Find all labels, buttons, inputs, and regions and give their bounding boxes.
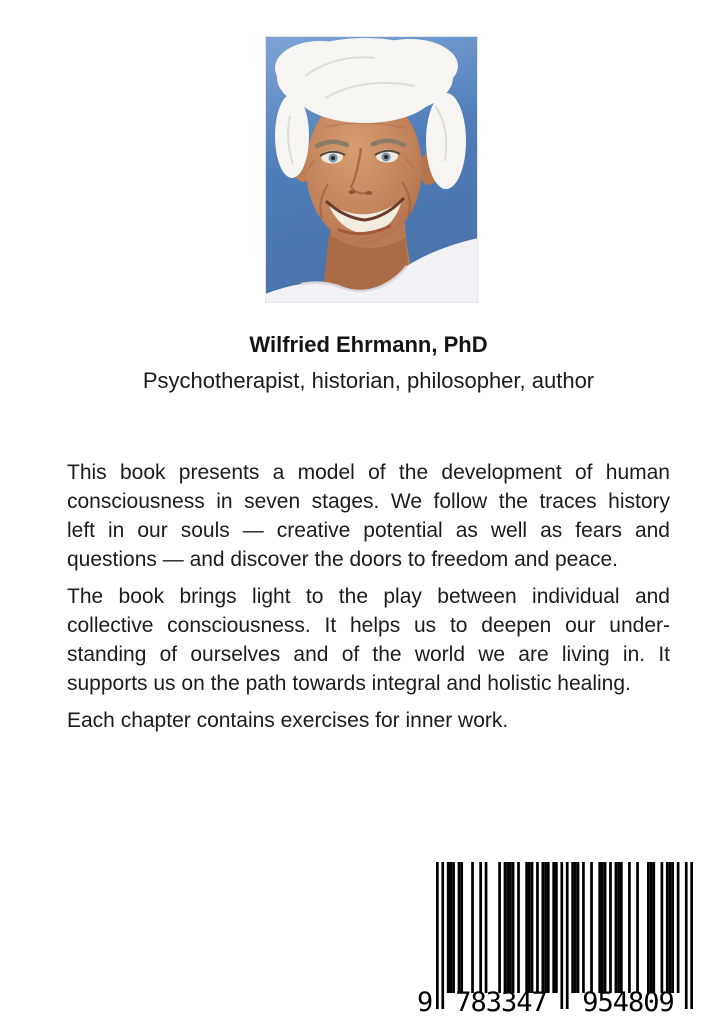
body-line: Each chapter contains exercises for inner work. <box>67 709 509 732</box>
author-photo <box>265 36 478 303</box>
barcode-first-digit: 9 <box>417 987 433 1018</box>
barcode-left-digits: 783347 <box>455 987 547 1018</box>
author-block <box>67 331 670 395</box>
barcode-right-digits: 954809 <box>582 987 674 1018</box>
body-line: The book brings light to the play between individual and <box>67 585 670 608</box>
body-paragraph <box>67 458 670 574</box>
body-line: standing of ourselves and of the world we are living in. It <box>67 643 670 666</box>
author-subtitle: Psychotherapist, historian, philosopher, author <box>142 368 595 393</box>
author-name: Wilfried Ehrmann, PhD <box>249 332 488 357</box>
body-paragraph <box>67 582 670 698</box>
body-line: This book presents a model of the development of human <box>67 461 670 484</box>
body-line: questions — and discover the doors to freedom and peace. <box>67 548 619 571</box>
body-text <box>67 458 670 743</box>
body-line: supports us on the path towards integral and holistic healing. <box>67 672 631 695</box>
barcode <box>417 862 693 1018</box>
body-line: left in our souls — creative potential as well as fears and <box>67 519 670 542</box>
body-line: consciousness in seven stages. We follow the traces history <box>67 490 670 513</box>
body-line: collective consciousness. It helps us to deepen our under- <box>67 614 670 637</box>
body-paragraph <box>67 706 670 735</box>
author-portrait-illustration <box>265 36 478 303</box>
